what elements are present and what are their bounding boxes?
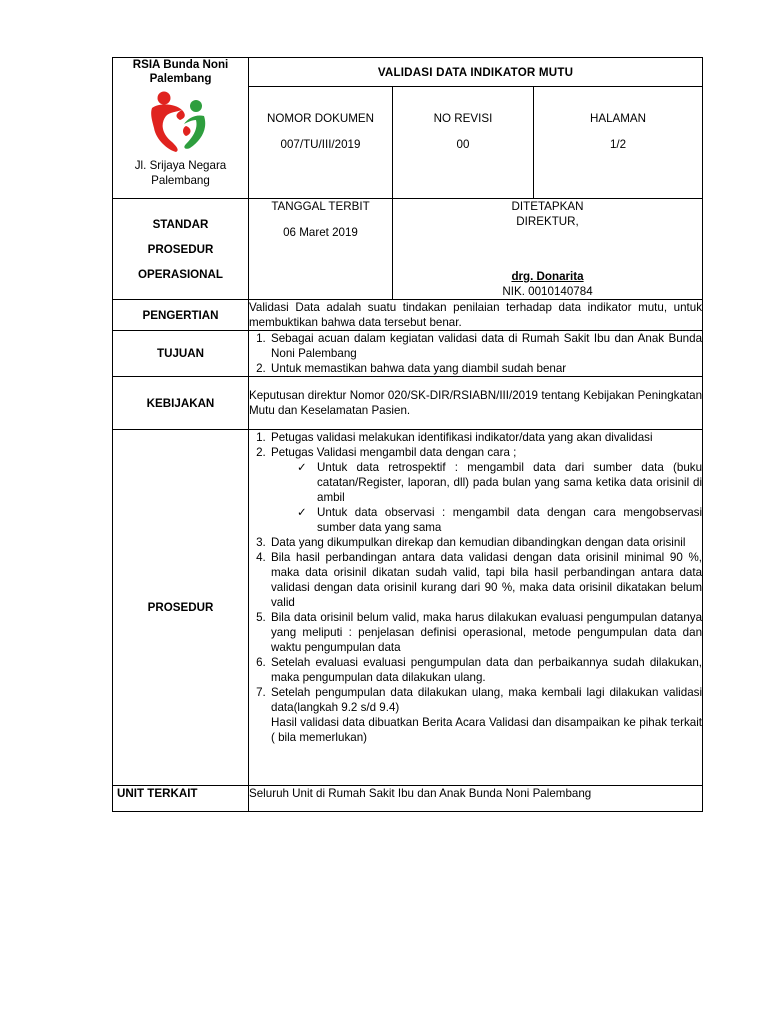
prosedur-closing: Hasil validasi data dibuatkan Berita Acara Validasi dan disampaikan ke pihak terkait ( bila memerlukan)	[271, 716, 703, 744]
prosedur-subitem	[297, 460, 702, 505]
checkmark-icon: ✓	[297, 506, 307, 519]
tujuan-content	[249, 331, 703, 377]
signer-name: drg. Donarita	[511, 270, 584, 283]
document-title: VALIDASI DATA INDIKATOR MUTU	[249, 58, 703, 87]
pengertian-label: PENGERTIAN	[113, 300, 249, 331]
halaman-value: 1/2	[609, 138, 627, 151]
tanggal-terbit-value: 06 Maret 2019	[283, 226, 358, 239]
signer-nik: NIK. 0010140784	[502, 285, 593, 298]
unit-terkait-label: UNIT TERKAIT	[113, 786, 249, 812]
prosedur-item: 7. Setelah pengumpulan data dilakukan ulang, maka kembali lagi dilakukan validasi data(langkah 9.2 s/d 9.4)	[269, 685, 702, 715]
prosedur-list	[249, 430, 702, 715]
tujuan-label: TUJUAN	[113, 331, 249, 377]
sop-label-prosedur: PROSEDUR	[147, 242, 214, 256]
hospital-identity-cell	[113, 58, 249, 199]
prosedur-label: PROSEDUR	[113, 430, 249, 786]
prosedur-item: 5. Bila data orisinil belum valid, maka harus dilakukan evaluasi pengumpulan datanya yang meliputi : penjelasan definisi operasional, metode pengumpulan data dan waktu pengumpulan data	[269, 610, 702, 655]
tujuan-item: 2. Untuk memastikan bahwa data yang diambil sudah benar	[269, 361, 702, 376]
hospital-name: RSIA Bunda Noni Palembang	[132, 58, 229, 85]
prosedur-item-text: Petugas Validasi mengambil data dengan cara ;	[271, 446, 517, 459]
no-revisi-cell	[393, 87, 534, 199]
checkmark-icon: ✓	[297, 461, 307, 474]
unit-terkait-text: Seluruh Unit di Rumah Sakit Ibu dan Anak Bunda Noni Palembang	[249, 786, 703, 812]
no-revisi-label: NO REVISI	[433, 112, 493, 125]
prosedur-item	[269, 445, 702, 535]
direktur-label: DIREKTUR,	[516, 215, 579, 228]
halaman-label: HALAMAN	[589, 112, 647, 125]
kebijakan-text: Keputusan direktur Nomor 020/SK-DIR/RSIABN/III/2019 tentang Kebijakan Peningkatan Mutu dan Keselamatan Pasien.	[249, 377, 703, 430]
prosedur-item: 1. Petugas validasi melakukan identifikasi indikator/data yang akan divalidasi	[269, 430, 702, 445]
no-revisi-value: 00	[456, 138, 470, 151]
halaman-cell	[534, 87, 703, 199]
tanggal-terbit-label: TANGGAL TERBIT	[271, 200, 370, 213]
pengertian-text: Validasi Data adalah suatu tindakan penilaian terhadap data indikator mutu, untuk membuktikan bahwa data tersebut benar.	[249, 301, 703, 329]
hospital-address: Jl. Srijaya Negara Palembang	[134, 159, 227, 187]
tanggal-terbit-cell	[249, 199, 393, 300]
sop-label-operasional: OPERASIONAL	[137, 267, 224, 281]
nomor-dokumen-value: 007/TU/III/2019	[280, 138, 361, 151]
ditetapkan-cell	[393, 199, 703, 300]
kebijakan-label: KEBIJAKAN	[113, 377, 249, 430]
sop-table	[112, 57, 703, 812]
ditetapkan-label: DITETAPKAN	[511, 200, 584, 213]
sop-label-cell	[113, 199, 249, 300]
prosedur-subitem-text: Untuk data retrospektif : mengambil data dari sumber data (buku catatan/Register, laporan, dll) pada bulan yang sama ketika data orisinil di ambil	[317, 461, 703, 504]
nomor-dokumen-label: NOMOR DOKUMEN	[267, 112, 374, 125]
hospital-logo	[146, 88, 216, 154]
nomor-dokumen-cell	[249, 87, 393, 199]
prosedur-item: 4. Bila hasil perbandingan antara data validasi dengan data orisinil minimal 90 %, maka data orisinil dikatan sudah valid, tapi bila hasil perbandingan antara data validasi dengan data orisinil kurang dari 90 %, maka data orisinil dikatakan belum valid	[269, 550, 702, 610]
prosedur-subitem	[297, 505, 702, 535]
prosedur-item: 3. Data yang dikumpulkan direkap dan kemudian dibandingkan dengan data orisinil	[269, 535, 702, 550]
tujuan-item: 1. Sebagai acuan dalam kegiatan validasi data di Rumah Sakit Ibu dan Anak Bunda Noni Palembang	[269, 331, 702, 361]
prosedur-item: 6. Setelah evaluasi evaluasi pengumpulan data dan perbaikannya sudah dilakukan, maka pengumpulan data dilakukan ulang.	[269, 655, 702, 685]
prosedur-sublist	[271, 460, 702, 535]
prosedur-subitem-text: Untuk data observasi : mengambil data dengan cara mengobservasi sumber data yang sama	[317, 506, 703, 534]
sop-label-standar: STANDAR	[152, 217, 209, 231]
prosedur-content	[249, 430, 703, 786]
tujuan-list	[249, 331, 702, 376]
